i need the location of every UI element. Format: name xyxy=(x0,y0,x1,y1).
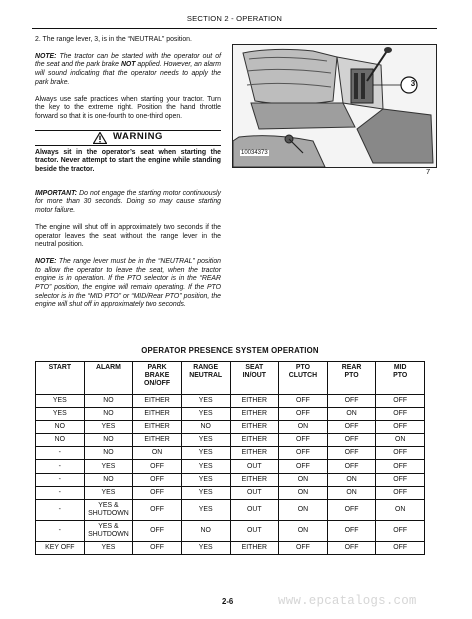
table-cell: ON xyxy=(279,520,328,541)
important-text: Do not engage the starting motor continuously for more than 30 seconds. Doing so may cause starting motor failure. xyxy=(35,189,221,215)
table-cell: - xyxy=(36,473,85,486)
note-text-b: applied. However, an alarm will sound indicating that the operator needs to apply the park brake. xyxy=(35,61,222,86)
header-line: RANGE xyxy=(193,364,219,371)
table-cell: ON xyxy=(279,499,328,520)
table-cell: EITHER xyxy=(133,421,182,434)
table-cell: EITHER xyxy=(133,395,182,408)
operator-presence-table xyxy=(35,361,425,555)
table-cell: NO xyxy=(181,520,230,541)
table-cell: ON xyxy=(376,499,425,520)
table-cell: OFF xyxy=(376,395,425,408)
table-cell: OFF xyxy=(279,408,328,421)
table-cell: OFF xyxy=(327,460,376,473)
note-range-lever xyxy=(35,258,221,310)
table-row xyxy=(36,541,425,554)
table-row xyxy=(36,395,425,408)
table-cell: EITHER xyxy=(230,473,279,486)
table-cell: YES xyxy=(181,408,230,421)
important-note xyxy=(35,190,221,216)
table-row xyxy=(36,408,425,421)
header-line: PTO xyxy=(295,364,310,371)
warning-triangle-icon xyxy=(93,132,107,144)
seat-lever-drawing xyxy=(233,45,436,167)
figure-id: 10034373 xyxy=(241,150,268,156)
warning-text: Always sit in the operator’s seat when starting the tractor. Never attempt to start the engine while standing beside the tractor. xyxy=(35,148,221,174)
table-cell: OFF xyxy=(376,520,425,541)
note-emphasis: NOT xyxy=(120,61,136,69)
table-row xyxy=(36,447,425,460)
table-cell: YES xyxy=(84,460,133,473)
note2-text: The range lever must be in the “NEUTRAL” position to allow the operator to leave the seat, when the tractor engine is in operation. If the PTO selector is in the “REAR PTO” position, the engine will remain operating. If the PTO selector is in the “MID PTO” or “MID/Rear PTO” position, the engine will shut off in approximately two seconds. xyxy=(35,257,221,309)
table-header-cell xyxy=(36,362,85,395)
table-row xyxy=(36,499,425,520)
table-header-cell xyxy=(376,362,425,395)
table-body xyxy=(36,395,425,555)
table-header-cell xyxy=(84,362,133,395)
section-header: SECTION 2 - OPERATION xyxy=(32,14,437,29)
table-cell: OFF xyxy=(327,447,376,460)
header-line: START xyxy=(48,364,72,371)
table-cell: YES xyxy=(181,447,230,460)
table-cell: OFF xyxy=(279,460,328,473)
table-cell: OFF xyxy=(133,486,182,499)
table-cell: YES xyxy=(181,486,230,499)
table-cell: OFF xyxy=(279,447,328,460)
table-cell: YES xyxy=(84,541,133,554)
table-cell: OFF xyxy=(133,499,182,520)
header-line: ALARM xyxy=(95,364,121,371)
table-header-cell xyxy=(181,362,230,395)
table-cell: - xyxy=(36,486,85,499)
table-cell: ON xyxy=(327,486,376,499)
header-line: CLUTCH xyxy=(288,372,318,379)
table-cell: YES xyxy=(181,499,230,520)
table-cell: ON xyxy=(327,408,376,421)
table-cell: YES & SHUTDOWN xyxy=(84,499,133,520)
table-cell: OFF xyxy=(279,395,328,408)
table-cell: YES xyxy=(181,541,230,554)
warning-label: WARNING xyxy=(112,131,164,143)
header-line: SEAT xyxy=(245,364,264,371)
table-cell: OUT xyxy=(230,460,279,473)
table-cell: NO xyxy=(84,408,133,421)
table-cell: OFF xyxy=(327,434,376,447)
table-cell: OFF xyxy=(376,473,425,486)
table-cell: YES xyxy=(36,408,85,421)
table-cell: OFF xyxy=(376,421,425,434)
table-cell: OFF xyxy=(327,520,376,541)
table-cell: EITHER xyxy=(230,395,279,408)
header-line: REAR xyxy=(341,364,362,371)
table-header-cell xyxy=(133,362,182,395)
table-header-cell xyxy=(327,362,376,395)
step-2-text: 2. The range lever, 3, is in the “NEUTRAL” position. xyxy=(35,36,192,43)
watermark-text: www.epcatalogs.com xyxy=(278,594,417,608)
table-cell: OFF xyxy=(133,460,182,473)
page-number: 2-6 xyxy=(222,597,234,606)
shutoff-paragraph: The engine will shut off in approximately two seconds if the operator leaves the seat without the range lever in the neutral position. xyxy=(35,223,221,249)
table-cell: OUT xyxy=(230,486,279,499)
table-cell: OFF xyxy=(133,541,182,554)
table-cell: NO xyxy=(36,421,85,434)
header-line: PARK xyxy=(147,364,167,371)
table-cell: - xyxy=(36,447,85,460)
table-cell: OFF xyxy=(376,486,425,499)
table-cell: OFF xyxy=(376,541,425,554)
table-cell: - xyxy=(36,499,85,520)
figure-callout-3: 3 xyxy=(410,79,416,88)
note-text-a: The tractor can be started with the operator out of the seat and the park brake xyxy=(35,52,221,69)
header-line: MID xyxy=(393,364,407,371)
note2-label: NOTE: xyxy=(35,257,57,265)
table-header-cell xyxy=(279,362,328,395)
table-cell: ON xyxy=(279,473,328,486)
table-cell: EITHER xyxy=(133,408,182,421)
table-cell: YES xyxy=(181,473,230,486)
table-cell: ON xyxy=(279,486,328,499)
table-row xyxy=(36,434,425,447)
table-cell: YES xyxy=(181,460,230,473)
table-cell: OFF xyxy=(376,460,425,473)
warning-banner xyxy=(35,130,221,146)
table-cell: YES xyxy=(181,434,230,447)
table-cell: EITHER xyxy=(230,447,279,460)
table-cell: OFF xyxy=(376,408,425,421)
table-cell: NO xyxy=(84,434,133,447)
figure-number: 7 xyxy=(426,167,431,176)
left-column xyxy=(35,36,221,318)
table-cell: OFF xyxy=(376,447,425,460)
table-cell: EITHER xyxy=(230,434,279,447)
table-cell: OUT xyxy=(230,520,279,541)
table-cell: EITHER xyxy=(230,421,279,434)
table-cell: KEY OFF xyxy=(36,541,85,554)
table-row xyxy=(36,520,425,541)
table-cell: YES xyxy=(36,395,85,408)
table-row xyxy=(36,473,425,486)
header-line: PTO xyxy=(393,372,408,379)
table-cell: OFF xyxy=(327,499,376,520)
table-row xyxy=(36,421,425,434)
table-cell: NO xyxy=(84,447,133,460)
header-line: ON/OFF xyxy=(144,380,171,387)
safe-practice-paragraph: Always use safe practices when starting your tractor. Turn the key to the extreme right. Position the hand throttle forward so that it is one-fourth to one-third open. xyxy=(35,95,221,120)
table-cell: - xyxy=(36,520,85,541)
header-line: BRAKE xyxy=(144,372,170,379)
table-cell: OFF xyxy=(327,421,376,434)
table-header-row xyxy=(36,362,425,395)
table-cell: OFF xyxy=(133,473,182,486)
header-line: PTO xyxy=(344,372,359,379)
table-row xyxy=(36,486,425,499)
table-header-cell xyxy=(230,362,279,395)
note-label: NOTE: xyxy=(35,52,57,60)
table-cell: OFF xyxy=(327,541,376,554)
note-park-brake xyxy=(35,53,221,88)
important-label: IMPORTANT: xyxy=(35,189,78,197)
table-cell: - xyxy=(36,460,85,473)
header-line: IN/OUT xyxy=(242,372,266,379)
table-cell: EITHER xyxy=(133,434,182,447)
table-row xyxy=(36,460,425,473)
table-cell: NO xyxy=(84,395,133,408)
table-cell: OFF xyxy=(279,541,328,554)
table-cell: OFF xyxy=(133,520,182,541)
table-cell: OFF xyxy=(279,434,328,447)
table-cell: NO xyxy=(84,473,133,486)
table-cell: YES xyxy=(181,395,230,408)
table-cell: NO xyxy=(36,434,85,447)
header-line: NEUTRAL xyxy=(189,372,223,379)
table-cell: OFF xyxy=(327,395,376,408)
table-cell: NO xyxy=(181,421,230,434)
table-cell: YES xyxy=(84,421,133,434)
table-cell: ON xyxy=(327,473,376,486)
table-cell: ON xyxy=(133,447,182,460)
table-cell: YES & SHUTDOWN xyxy=(84,520,133,541)
table-title: OPERATOR PRESENCE SYSTEM OPERATION xyxy=(141,346,319,355)
table-cell: EITHER xyxy=(230,408,279,421)
table-cell: ON xyxy=(279,421,328,434)
table-cell: YES xyxy=(84,486,133,499)
table-cell: EITHER xyxy=(230,541,279,554)
table-cell: OUT xyxy=(230,499,279,520)
table-cell: ON xyxy=(376,434,425,447)
